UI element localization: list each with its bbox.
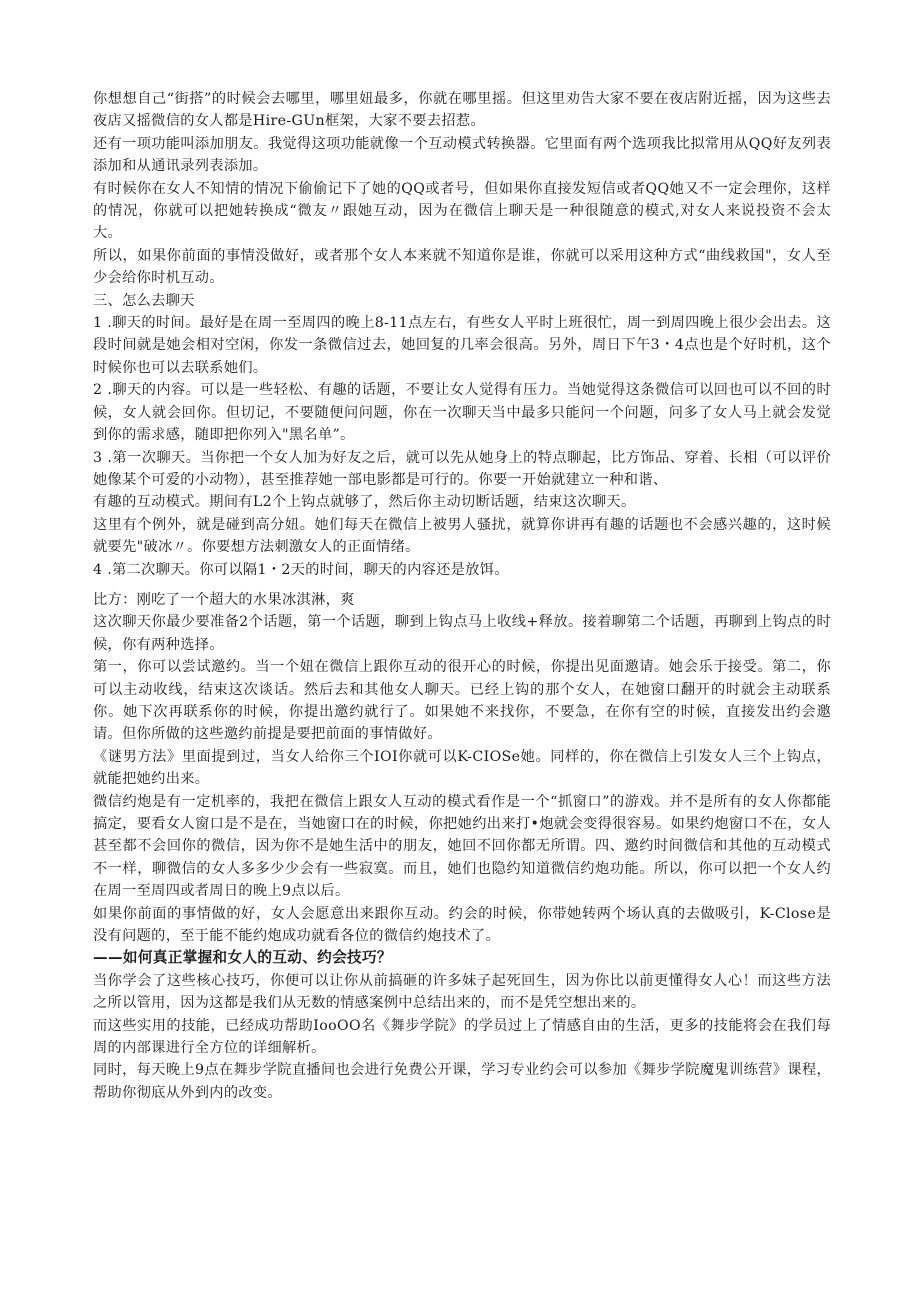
paragraph-practical-skills: 而这些实用的技能，已经成功帮助IooOO名《舞步学院》的学员过上了情感自由的生活，更多的技能将会在我们每周的内部课进行全方位的详细解析。 (93, 1017, 831, 1057)
paragraph-second-chat: 4 .第二次聊天。你可以隔1・2天的时间，聊天的内容还是放饵。 (93, 561, 509, 578)
paragraph-window-game: 微信约炮是有一定机率的，我把在微信上跟女人互动的模式看作是一个“抓窗口”的游戏。并不是所有的女人你都能搞定，要看女人窗口是不是在，当她窗口在的时候，你把她约出来打•炮就会变得很容易。如果约炮窗口不在，女人甚至都不会回你的微信，因为你不是她生活中的朋友，她回不回你都无所谓。四、邀约时间微信和其他的互动模式不一样，聊微信的女人多多少少会有一些寂寞。而且，她们也隐约知道微信约炮功能。所以，你可以把一个女人约在周一至周四或者周日的晚上9点以后。 (93, 793, 832, 900)
paragraph-chat-content: 2 .聊天的内容。可以是一些轻松、有趣的话题，不要让女人觉得有压力。当她觉得这条微信可以回也可以不回的时候，女人就会回你。但切记，不要随便问问题，你在一次聊天当中最多只能问一个问题，问多了女人马上就会发觉到你的需求感，随即把你列入"黑名单”。 (93, 382, 831, 444)
section-heading-master-skills: ——如何真正掌握和女人的互动、约会技巧？ (93, 949, 392, 967)
paragraph-mystery-method: 《谜男方法》里面提到过，当女人给你三个IOI你就可以K-CIOSe她。同样的，你在微信上引发女人三个上钩点，就能把她约出来。 (93, 748, 831, 788)
paragraph-convert-contact: 有时候你在女人不知情的情况下偷偷记下了她的QQ或者号，但如果你直接发短信或者QQ她又不一定会理你，这样的情况，你就可以把她转换成“微友〃跟她互动，因为在微信上聊天是一种很随意的模式,对女人来说投资不会太大。 (93, 180, 831, 242)
paragraph-shake-location: 你想想自己“街搭”的时候会去哪里，哪里妞最多，你就在哪里摇。但这里劝告大家不要在夜店附近摇，因为这些去夜店又摇微信的女人都是Hire-GUn框架，大家不要去招惹。 (93, 91, 831, 130)
document-body (93, 88, 831, 1104)
paragraph-chat-time: 1 .聊天的时间。最好是在周一至周四的晚上8-11点左右，有些女人平时上班很忙，周一到周四晚上很少会出去。这段时间就是她会相对空闲，你发一条微信过去，她回复的几率会很高。另外，周日下午3・4点也是个好时机，这个时候你也可以去联系她们。 (93, 315, 831, 376)
paragraph-first-chat-cont: 有趣的互动模式。期间有L2个上钩点就够了，然后你主动切断话题，结束这次聊天。 (93, 494, 636, 511)
section-heading-how-to-chat: 三、怎么去聊天 (93, 292, 195, 309)
paragraph-add-friends: 还有一项功能叫添加朋友。我觉得这项功能就像一个互动模式转换器。它里面有两个选项我比拟常用从QQ好友列表添加和从通讯录列表添加。 (93, 135, 831, 175)
paragraph-core-skills: 当你学会了这些核心技巧，你便可以让你从前搞砸的许多妹子起死回生，因为你比以前更懂得女人心！而这些方法之所以管用，因为这都是我们从无数的情感案例中总结出来的，而不是凭空想出来的。 (93, 972, 831, 1012)
paragraph-example: 比方：刚吃了一个超大的水果冰淇淋，爽 (93, 591, 355, 608)
paragraph-indirect-approach: 所以，如果你前面的事情没做好，或者那个女人本来就不知道你是谁，你就可以采用这种方式“曲线救国"，女人至少会给你时机互动。 (93, 247, 831, 287)
paragraph-first-chat: 3 .第一次聊天。当你把一个女人加为好友之后，就可以先从她身上的特点聊起，比方饰品、穿着、长相（可以评价她像某个可爱的小动物），甚至推荐她一部电影都是可行的。你要一开始就建立一种和谐、 (93, 449, 831, 488)
paragraph-open-class: 同时，每天晚上9点在舞步学院直播间也会进行免费公开课，学习专业约会可以参加《舞步学院魔鬼训练营》课程，帮助你彻底从外到内的改变。 (93, 1062, 831, 1101)
paragraph-choices: 第一，你可以尝试邀约。当一个妞在微信上跟你互动的很开心的时候，你提出见面邀请。她会乐于接受。第二，你可以主动收线，结束这次谈话。然后去和其他女人聊天。已经上钩的那个女人，在她窗口翻开的时就会主动联系你。她下次再联系你的时候，你提出邀约就行了。如果她不来找你，不要急，在你有空的时候，直接发出约会邀请。但你所做的这些邀约前提是要把前面的事情做好。 (93, 659, 831, 743)
paragraph-date: 如果你前面的事情做的好，女人会愿意出来跟你互动。约会的时候，你带她转两个场认真的去做吸引，K-Close是没有问题的，至于能不能约炮成功就看各位的微信约炮技术了。 (93, 905, 831, 945)
paragraph-two-topics: 这次聊天你最少要准备2个话题，第一个话题，聊到上钩点马上收线+释放。接着聊第二个话题，再聊到上钩点的时候，你有两种选择。 (93, 614, 831, 653)
paragraph-exception: 这里有个例外，就是碰到高分妞。她们每天在微信上被男人骚扰，就算你讲再有趣的话题也不会感兴趣的，这时候就要先"破冰〃。你要想方法刺激女人的正面情绪。 (93, 516, 831, 556)
